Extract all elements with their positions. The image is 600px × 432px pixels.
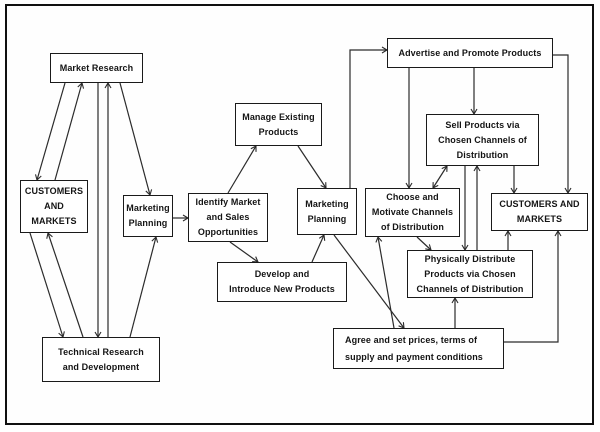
node-label-line: Develop and — [254, 269, 310, 279]
node-marketing-planning-1 — [123, 195, 173, 237]
node-label-line: Channels of Distribution — [416, 283, 524, 294]
node-label-line: Agree and set prices, terms of — [345, 334, 478, 345]
node-customers-markets-left — [20, 180, 88, 233]
node-label-line: Motivate Channels — [371, 207, 454, 217]
node-manage-existing — [235, 103, 322, 146]
node-label-line: MARKETS — [31, 216, 77, 226]
node-identify-market — [188, 193, 268, 242]
node-label-line: AND — [44, 201, 64, 211]
node-label-line: CUSTOMERS — [24, 186, 84, 196]
node-choose-motivate-channels — [365, 188, 460, 237]
node-label-line: supply and payment conditions — [345, 351, 483, 362]
node-label-line: Opportunities — [197, 227, 259, 237]
node-sell-products — [426, 114, 539, 166]
node-market-research — [50, 53, 143, 83]
node-label-line: Distribution — [456, 149, 509, 160]
node-label-line: Identify Market — [195, 197, 261, 207]
node-label-line: Choose and — [386, 192, 439, 202]
node-label-line: Products — [258, 126, 299, 137]
node-physically-distribute — [407, 250, 533, 298]
node-label-line: Products via Chosen — [424, 268, 516, 279]
node-label-line: Advertise and Promote Products — [398, 47, 542, 58]
node-label-line: of Distribution — [381, 222, 444, 232]
node-label-line: CUSTOMERS AND — [499, 199, 580, 209]
node-label-line: Manage Existing — [242, 111, 315, 122]
node-label-line: and Development — [62, 361, 140, 372]
node-develop-introduce — [217, 262, 347, 302]
node-marketing-planning-2 — [297, 188, 357, 235]
node-label-line: Technical Research — [58, 346, 144, 357]
node-label-line: Introduce New Products — [229, 284, 335, 294]
node-agree-set-prices — [333, 328, 504, 369]
node-customers-markets-right — [491, 193, 588, 231]
node-label-line: Physically Distribute — [424, 253, 516, 264]
node-label-line: Marketing — [305, 198, 349, 209]
node-label-line: Planning — [128, 218, 168, 228]
node-label-line: Planning — [307, 213, 347, 224]
node-technical-research — [42, 337, 160, 382]
node-label-line: Chosen Channels of — [438, 134, 527, 145]
node-label-line: Marketing — [126, 203, 170, 213]
node-advertise-promote — [387, 38, 553, 68]
node-label-line: and Sales — [206, 212, 250, 222]
node-label-line: Market Research — [59, 62, 134, 73]
node-label-line: Sell Products via — [445, 119, 520, 130]
node-label-line: MARKETS — [516, 214, 563, 224]
